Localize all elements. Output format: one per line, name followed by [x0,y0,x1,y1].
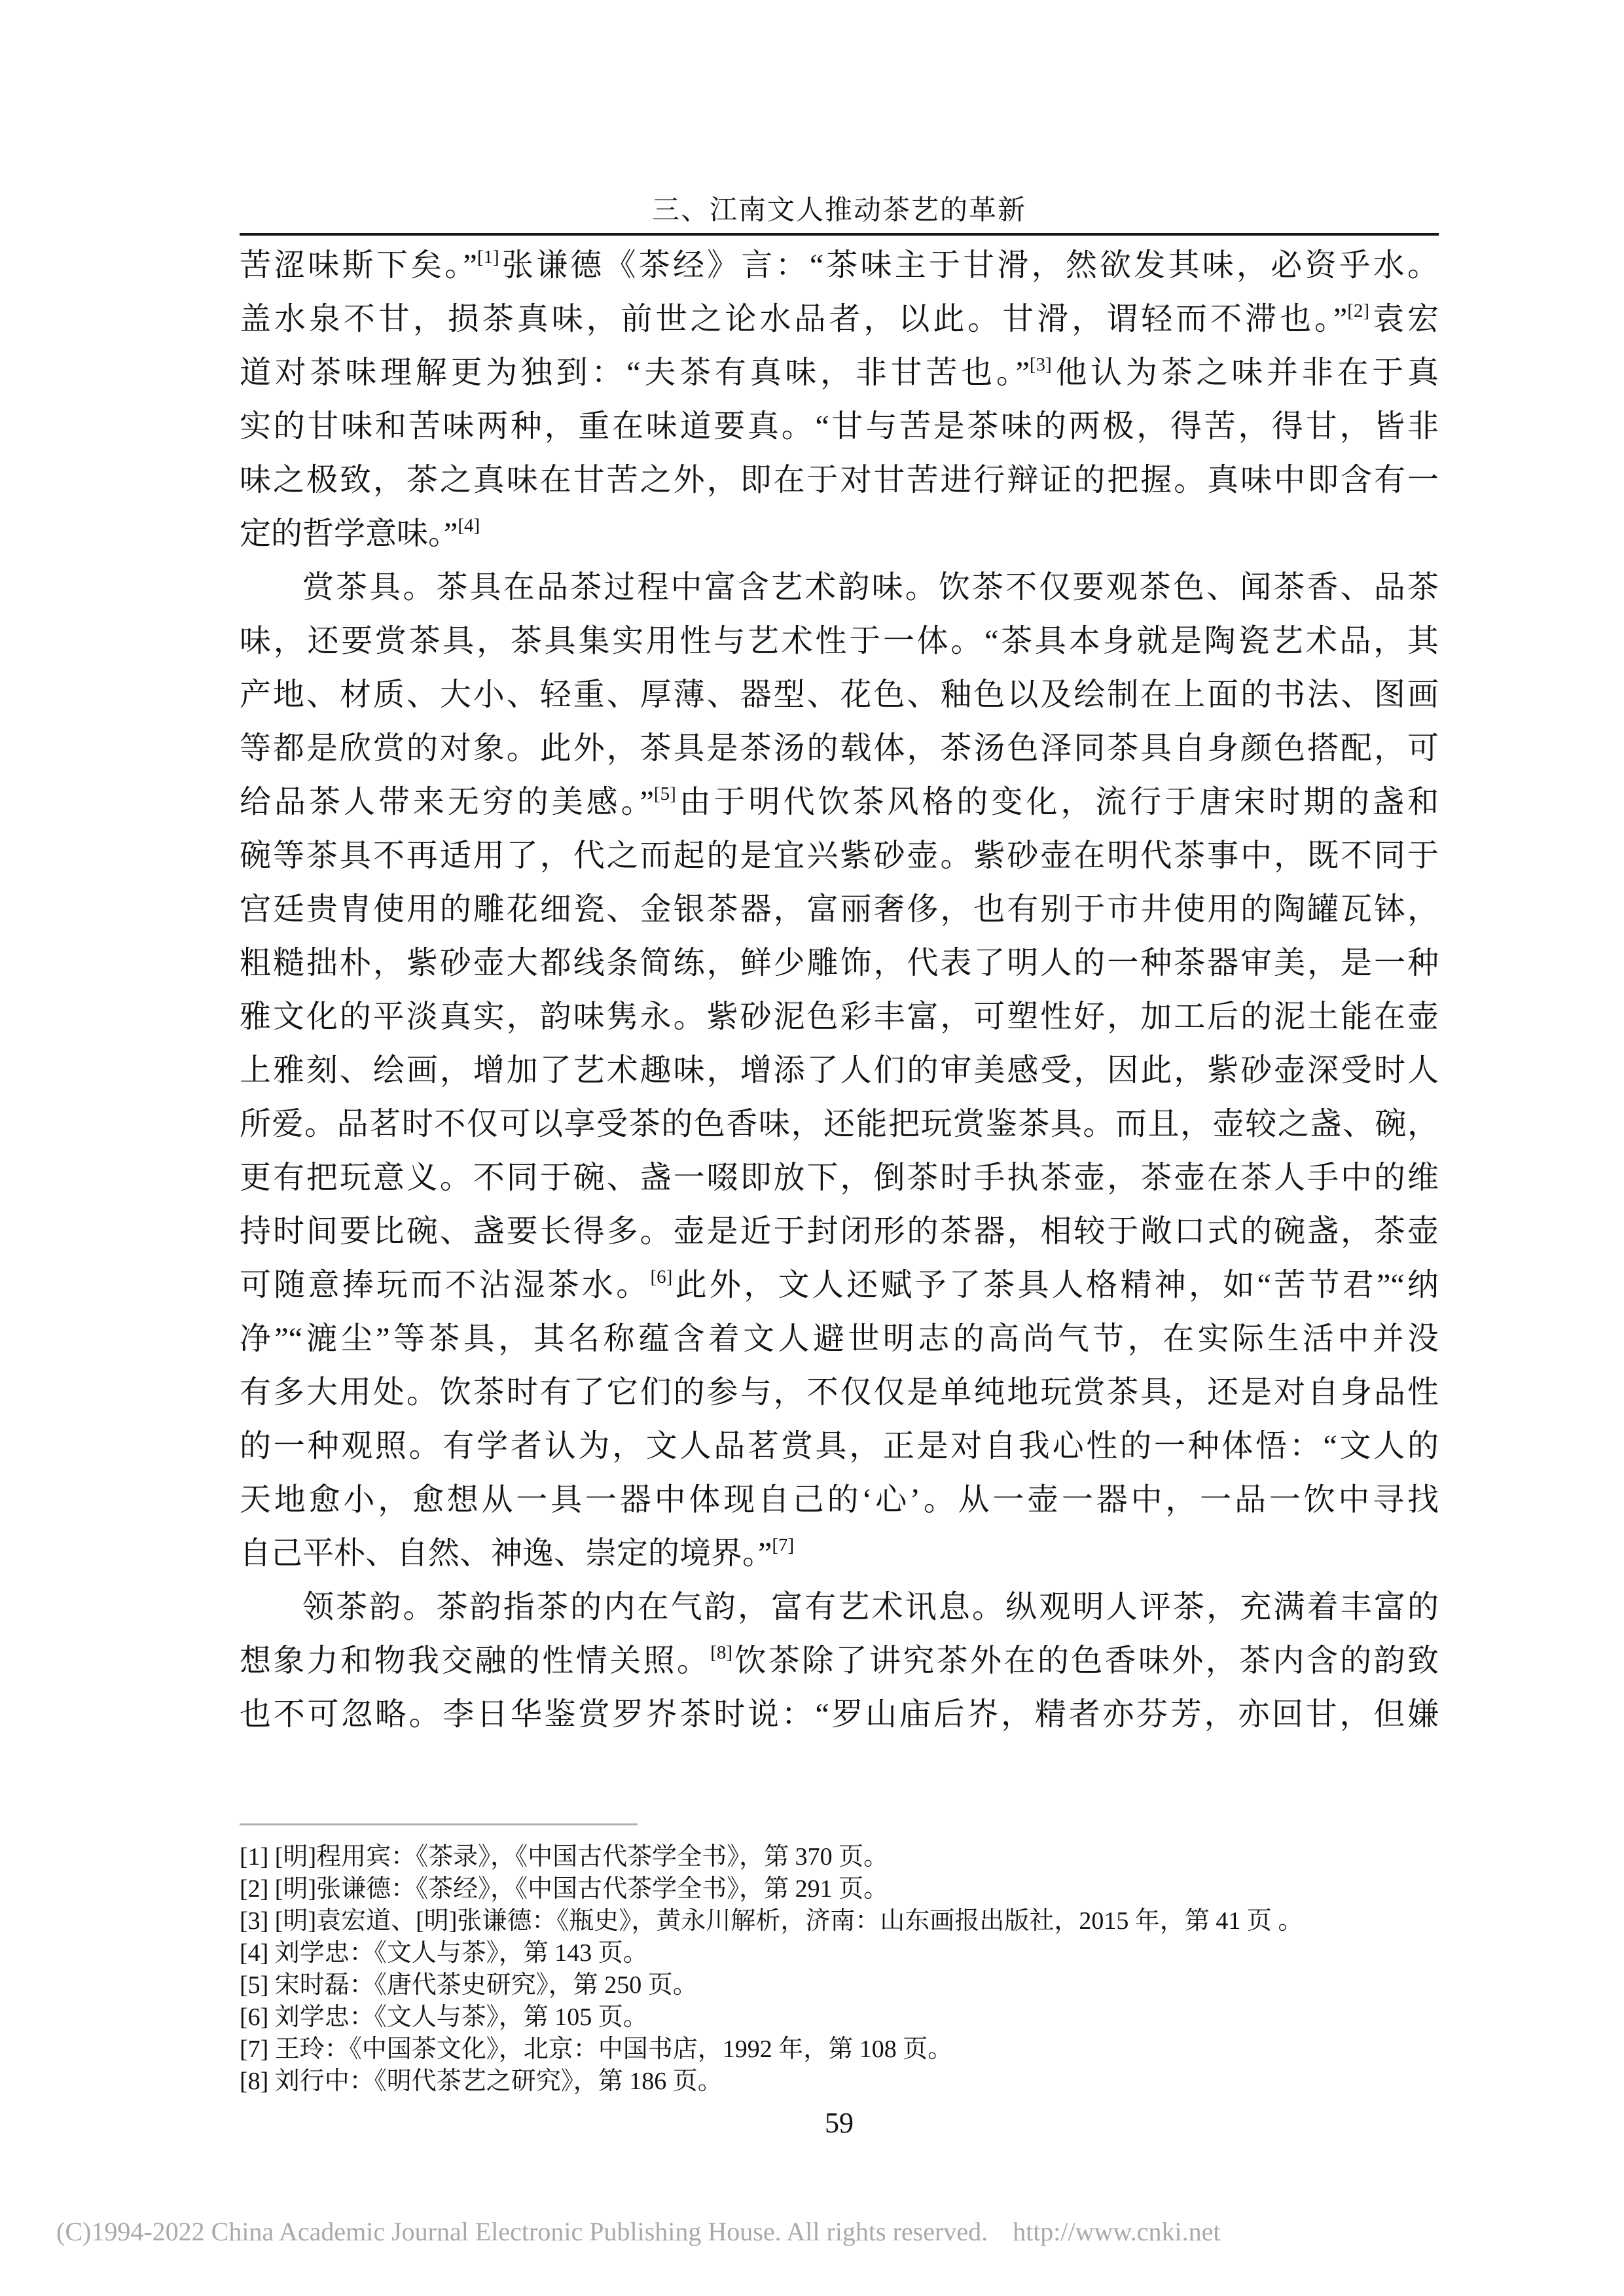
body-text-segment: 张谦德《茶经》言：“茶味主于甘滑，然欲发其味，必资乎水。 [499,248,1439,283]
body-text-segment: 等都是欣赏的对象。此外，茶具是茶汤的载体，茶汤色泽同茶具自身颜色搭配，可 [240,731,1439,766]
footnote: [8] 刘行中：《明代茶艺之研究》，第 186 页。 [240,2068,723,2095]
footnote-ref: [1] [477,247,499,268]
watermark [56,2216,1220,2248]
body-line [240,829,1439,883]
body-text-segment: 天地愈小，愈想从一具一器中体现自己的‘心’。从一壶一器中，一品一饮中寻找 [240,1482,1439,1517]
footnote-ref: [3] [1029,354,1052,375]
body-text-segment: 饮茶除了讲究茶外在的色香味外，茶内含的韵致 [732,1643,1439,1678]
body-text-segment: 产地、材质、大小、轻重、厚薄、器型、花色、釉色以及绘制在上面的书法、图画 [240,677,1439,712]
body-line [240,561,1439,615]
body-text-segment: 此外，文人还赋予了茶具人格精神，如“苦节君”“纳 [672,1268,1439,1302]
body-line [240,1366,1439,1420]
body-text-segment: 苦涩味斯下矣。” [240,248,477,283]
body-text-segment: 盖水泉不甘，损茶真味，前世之论水品者，以此。甘滑，谓轻而不滞也。” [240,302,1348,336]
body-text-segment: 所爱。品茗时不仅可以享受茶的色香味，还能把玩赏鉴茶具。而且，壶较之盏、碗， [240,1107,1439,1141]
footnote-separator [240,1823,638,1825]
footnote-ref: [5] [653,783,676,804]
watermark-copyright: (C)1994-2022 China Academic Journal Electronic Publishing House. All rights reserved. [56,2217,988,2246]
body-text-segment: 给品茶人带来无穷的美感。” [240,785,654,819]
body-line [240,454,1439,507]
body-line [240,1205,1439,1259]
footnote-ref: [6] [650,1266,673,1287]
body-text-segment: 味，还要赏茶具，茶具集实用性与艺术性于一体。“茶具本身就是陶瓷艺术品，其 [240,624,1439,658]
body-line [240,1581,1439,1634]
footnote: [5] 宋时磊：《唐代茶史研究》，第 250 页。 [240,1971,698,1999]
body-text-segment: 碗等茶具不再适用了，代之而起的是宜兴紫砂壶。紫砂壶在明代茶事中，既不同于 [240,838,1439,873]
footnote-ref: [7] [772,1535,795,1556]
body-text-segment: 定的哲学意味。” [240,516,458,551]
body-line [240,1044,1439,1098]
body-line [240,1098,1439,1151]
title-rule [240,233,1439,236]
page-number: 59 [825,2107,854,2139]
footnote-ref: [2] [1347,300,1370,321]
body-text-segment: 领茶韵。茶韵指茶的内在气韵，富有艺术讯息。纵观明人评茶，充满着丰富的 [302,1590,1439,1624]
footnotes [240,1841,1439,2098]
section-title: 三、江南文人推动茶艺的革新 [651,196,1026,226]
body-line [240,1259,1439,1312]
body-line [240,1634,1439,1688]
body-line [240,776,1439,829]
body-text [240,239,1439,1742]
body-line [240,937,1439,990]
body-text-segment: 实的甘味和苦味两种，重在味道要真。“甘与苦是茶味的两极，得苦，得甘，皆非 [240,409,1439,444]
body-text-segment: 道对茶味理解更为独到：“夫茶有真味，非甘苦也。” [240,355,1030,390]
body-line [240,1420,1439,1473]
body-text-segment: 上雅刻、绘画，增加了艺术趣味，增添了人们的审美感受，因此，紫砂壶深受时人 [240,1053,1439,1088]
body-text-segment: 雅文化的平淡真实，韵味隽永。紫砂泥色彩丰富，可塑性好，加工后的泥土能在壶 [240,999,1439,1034]
body-text-segment: 有多大用处。饮茶时有了它们的参与，不仅仅是单纯地玩赏茶具，还是对自身品性 [240,1375,1439,1410]
body-line [240,239,1439,293]
body-line [240,990,1439,1044]
footnote-ref: [4] [458,515,480,536]
body-text-segment: 由于明代饮茶风格的变化，流行于唐宋时期的盏和 [676,785,1439,819]
body-line [240,507,1439,561]
body-text-segment: 赏茶具。茶具在品茶过程中富含艺术韵味。饮茶不仅要观茶色、闻茶香、品茶 [302,570,1439,605]
body-line [240,722,1439,776]
footnote: [6] 刘学忠：《文人与茶》，第 105 页。 [240,2003,648,2031]
body-text-segment: 宫廷贵胄使用的雕花细瓷、金银茶器，富丽奢侈，也有别于市井使用的陶罐瓦钵， [240,892,1439,927]
body-text-segment: 的一种观照。有学者认为，文人品茗赏具，正是对自我心性的一种体悟：“文人的 [240,1429,1439,1463]
body-line [240,1527,1439,1581]
body-text-segment: 更有把玩意义。不同于碗、盏一啜即放下，倒茶时手执茶壶，茶壶在茶人手中的维 [240,1160,1439,1195]
body-line [240,883,1439,937]
body-text-segment: 净”“漉尘”等茶具，其名称蕴含着文人避世明志的高尚气节，在实际生活中并没 [240,1321,1439,1356]
body-line [240,1688,1439,1742]
body-text-segment: 想象力和物我交融的性情关照。 [240,1643,711,1678]
body-line [240,293,1439,346]
footnote-ref: [8] [710,1642,733,1663]
footnote: [4] 刘学忠：《文人与茶》，第 143 页。 [240,1939,648,1967]
body-line [240,1312,1439,1366]
body-line [240,615,1439,668]
body-text-segment: 他认为茶之味并非在于真 [1051,355,1439,390]
body-line [240,668,1439,722]
watermark-url: http://www.cnki.net [1013,2217,1221,2246]
footnote: [1] [明]程用宾：《茶录》，《中国古代茶学全书》，第 370 页。 [240,1843,889,1871]
body-line [240,1473,1439,1527]
footnote: [2] [明]张谦德：《茶经》，《中国古代茶学全书》，第 291 页。 [240,1875,889,1903]
body-line [240,400,1439,454]
body-text-segment: 自己平朴、自然、神逸、崇定的境界。” [240,1536,772,1571]
body-line [240,1151,1439,1205]
body-text-segment: 持时间要比碗、盏要长得多。壶是近于封闭形的茶器，相较于敞口式的碗盏，茶壶 [240,1214,1439,1249]
footnote: [3] [明]袁宏道、[明]张谦德：《瓶史》，黄永川解析，济南：山东画报出版社，2015 年，第 41 页 。 [240,1907,1303,1935]
body-line [240,346,1439,400]
body-text-segment: 味之极致，茶之真味在甘苦之外，即在于对甘苦进行辩证的把握。真味中即含有一 [240,463,1439,497]
footnote: [7] 王玲：《中国茶文化》，北京：中国书店，1992 年，第 108 页。 [240,2036,953,2063]
body-text-segment: 粗糙拙朴，紫砂壶大都线条简练，鲜少雕饰，代表了明人的一种茶器审美，是一种 [240,946,1439,980]
body-text-segment: 袁宏 [1369,302,1439,336]
body-text-segment: 可随意捧玩而不沾湿茶水。 [240,1268,651,1302]
body-text-segment: 也不可忽略。李日华鉴赏罗岕茶时说：“罗山庙后岕，精者亦芬芳，亦回甘，但嫌 [240,1697,1439,1732]
